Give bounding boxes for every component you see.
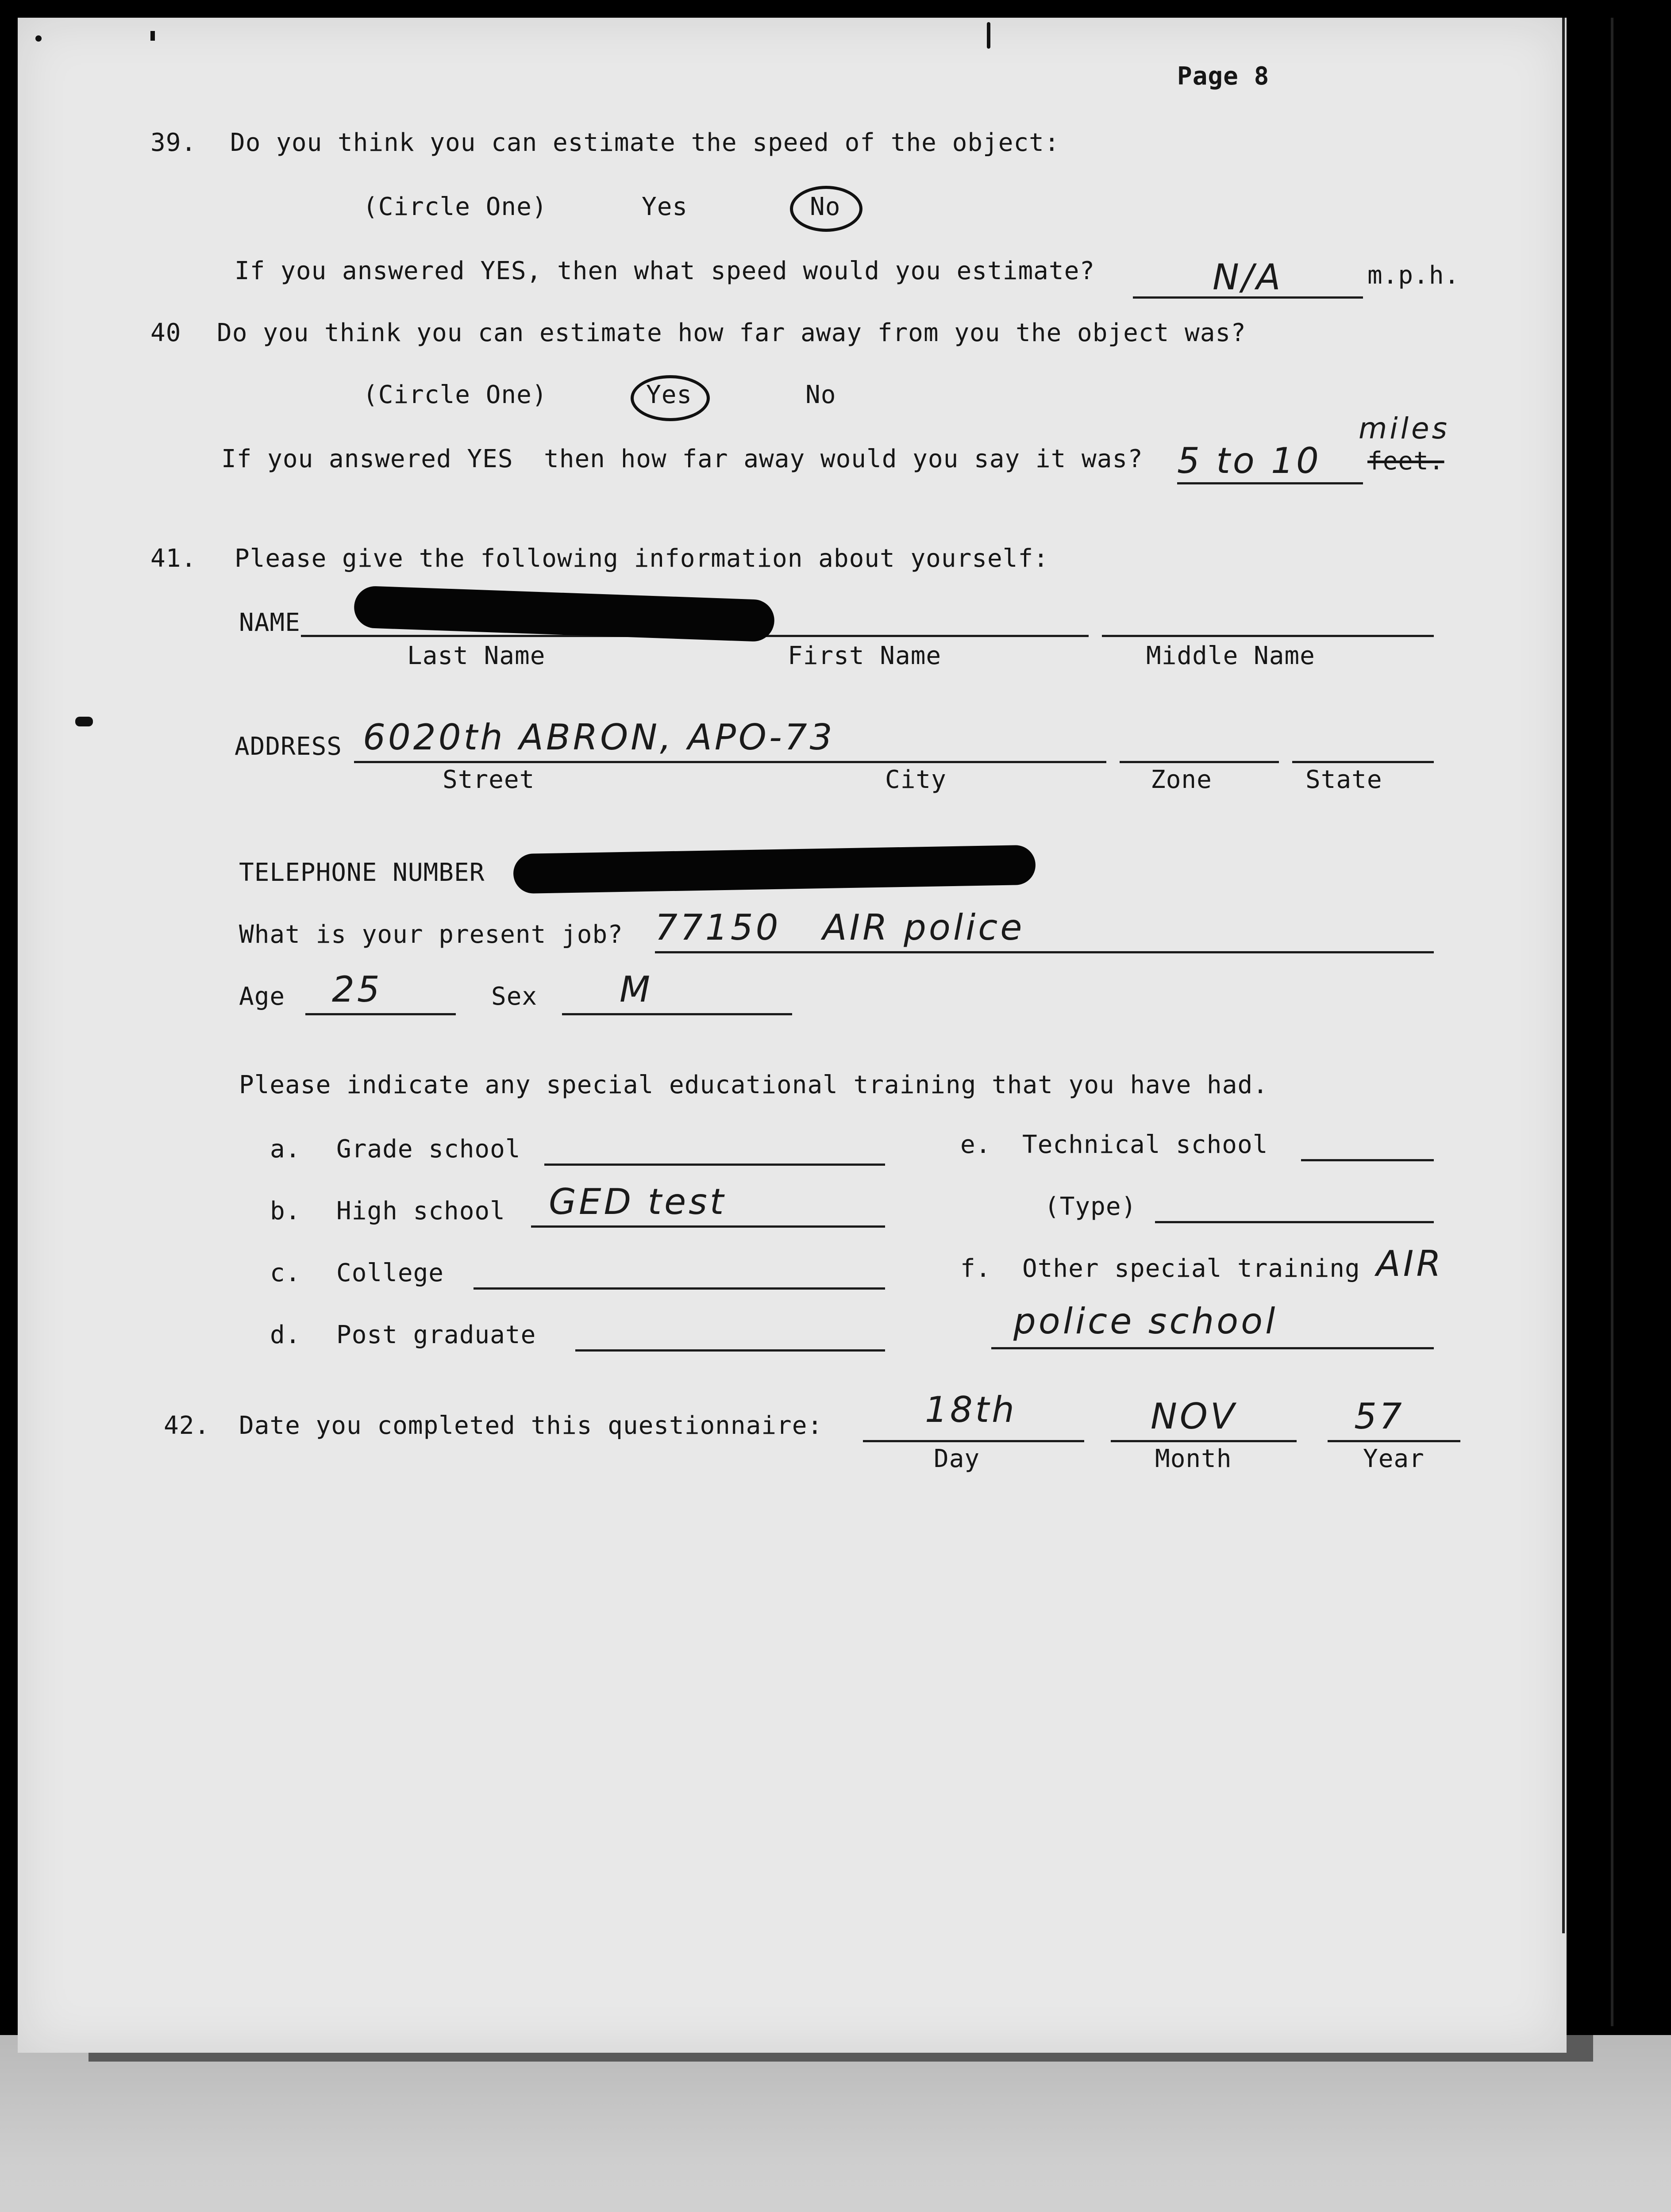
edu-d-key: d.	[270, 1321, 301, 1349]
other-training-value-cont[interactable]: police school	[1013, 1301, 1278, 1342]
phone-label: TELEPHONE NUMBER	[239, 858, 485, 887]
address-label: ADDRESS	[235, 732, 343, 761]
scan-speck	[150, 31, 155, 41]
q40-question: Do you think you can estimate how far away from you the object was?	[217, 319, 1246, 347]
margin-mark	[75, 717, 93, 726]
scan-speck	[987, 22, 990, 49]
scan-border-line	[1611, 18, 1613, 2026]
q40-distance-line	[1177, 482, 1363, 484]
questionnaire-page	[18, 18, 1567, 2053]
edu-f-label: Other special training	[1022, 1254, 1360, 1283]
edu-a-key: a.	[270, 1135, 301, 1164]
date-month-value[interactable]: NOV	[1151, 1396, 1237, 1437]
edu-f-key: f.	[960, 1254, 991, 1283]
sex-value[interactable]: M	[620, 969, 653, 1010]
q41-prompt: Please give the following information about yourself:	[235, 544, 1049, 573]
date-col-month: Month	[1155, 1444, 1232, 1473]
q41-number: 41.	[150, 544, 197, 573]
q42-number: 42.	[164, 1411, 210, 1440]
q40-option-no[interactable]: No	[805, 380, 836, 409]
age-label: Age	[239, 982, 285, 1011]
edu-a-label: Grade school	[336, 1135, 521, 1164]
q40-number: 40	[150, 319, 181, 347]
address-value[interactable]: 6020th ABRON, APO-73	[363, 717, 835, 758]
edu-c-label: College	[336, 1259, 444, 1287]
scan-speck	[35, 35, 42, 42]
year-line	[1328, 1440, 1460, 1442]
edu-b-label: High school	[336, 1197, 505, 1225]
q39-option-no[interactable]: No	[810, 192, 841, 221]
job-value[interactable]: 77150 AIR police	[655, 907, 1025, 948]
q40-distance-answer[interactable]: 5 to 10	[1177, 440, 1321, 481]
name-col-last: Last Name	[407, 641, 546, 670]
technical-school-line	[1301, 1159, 1434, 1161]
address-col-zone: Zone	[1151, 765, 1212, 794]
name-label: NAME	[239, 608, 300, 637]
date-col-year: Year	[1363, 1444, 1425, 1473]
type-line	[1155, 1221, 1434, 1223]
post-graduate-line	[575, 1349, 885, 1352]
other-training-value[interactable]: AIR	[1376, 1243, 1444, 1284]
q40-unit-struck: feet.	[1367, 447, 1444, 476]
scanner-backdrop	[0, 2035, 1671, 2212]
address-col-street: Street	[443, 765, 535, 794]
college-line	[474, 1287, 885, 1290]
q39-option-yes[interactable]: Yes	[642, 192, 688, 221]
name-col-middle: Middle Name	[1146, 641, 1315, 670]
q40-circle-prompt: (Circle One)	[363, 380, 547, 409]
edu-d-label: Post graduate	[336, 1321, 536, 1349]
phone-redaction	[513, 845, 1036, 894]
name-redaction	[354, 585, 775, 642]
q40-followup: If you answered YES then how far away would you say it was?	[221, 445, 1143, 473]
q39-no-circled	[790, 186, 862, 232]
edu-e-key: e.	[960, 1130, 991, 1159]
name-col-first: First Name	[788, 641, 942, 670]
high-school-line	[531, 1225, 885, 1228]
day-line	[863, 1440, 1084, 1442]
middle-name-line	[1102, 635, 1434, 637]
edu-b-key: b.	[270, 1197, 301, 1225]
address-line	[354, 761, 1106, 763]
high-school-value[interactable]: GED test	[549, 1181, 727, 1222]
edu-c-key: c.	[270, 1259, 301, 1287]
address-col-city: City	[885, 765, 947, 794]
grade-school-line	[544, 1164, 885, 1166]
q40-yes-circled	[631, 375, 710, 421]
month-line	[1111, 1440, 1297, 1442]
age-line	[305, 1013, 456, 1015]
state-line	[1292, 761, 1434, 763]
q40-unit-inserted: miles	[1359, 411, 1450, 445]
date-col-day: Day	[934, 1444, 980, 1473]
sex-line	[562, 1013, 792, 1015]
edu-type-label: (Type)	[1044, 1192, 1137, 1221]
zone-line	[1120, 761, 1279, 763]
other-training-line	[991, 1347, 1434, 1349]
q39-speed-answer[interactable]: N/A	[1213, 257, 1283, 298]
page-number: Page 8	[1177, 62, 1270, 91]
job-label: What is your present job?	[239, 920, 623, 949]
page-edge-line	[1562, 18, 1565, 1933]
edu-prompt: Please indicate any special educational training that you have had.	[239, 1071, 1268, 1099]
q39-followup: If you answered YES, then what speed would you estimate?	[235, 257, 1095, 285]
job-line	[655, 951, 1434, 953]
age-value[interactable]: 25	[332, 969, 382, 1010]
q42-prompt: Date you completed this questionnaire:	[239, 1411, 823, 1440]
sex-label: Sex	[491, 982, 538, 1011]
date-day-value[interactable]: 18th	[925, 1389, 1017, 1430]
address-col-state: State	[1305, 765, 1382, 794]
q39-unit: m.p.h.	[1367, 261, 1460, 290]
date-year-value[interactable]: 57	[1354, 1396, 1405, 1437]
q40-option-yes[interactable]: Yes	[646, 380, 693, 409]
q39-question: Do you think you can estimate the speed of the object:	[230, 128, 1060, 157]
q39-number: 39.	[150, 128, 197, 157]
q39-circle-prompt: (Circle One)	[363, 192, 547, 221]
edu-e-label: Technical school	[1022, 1130, 1268, 1159]
